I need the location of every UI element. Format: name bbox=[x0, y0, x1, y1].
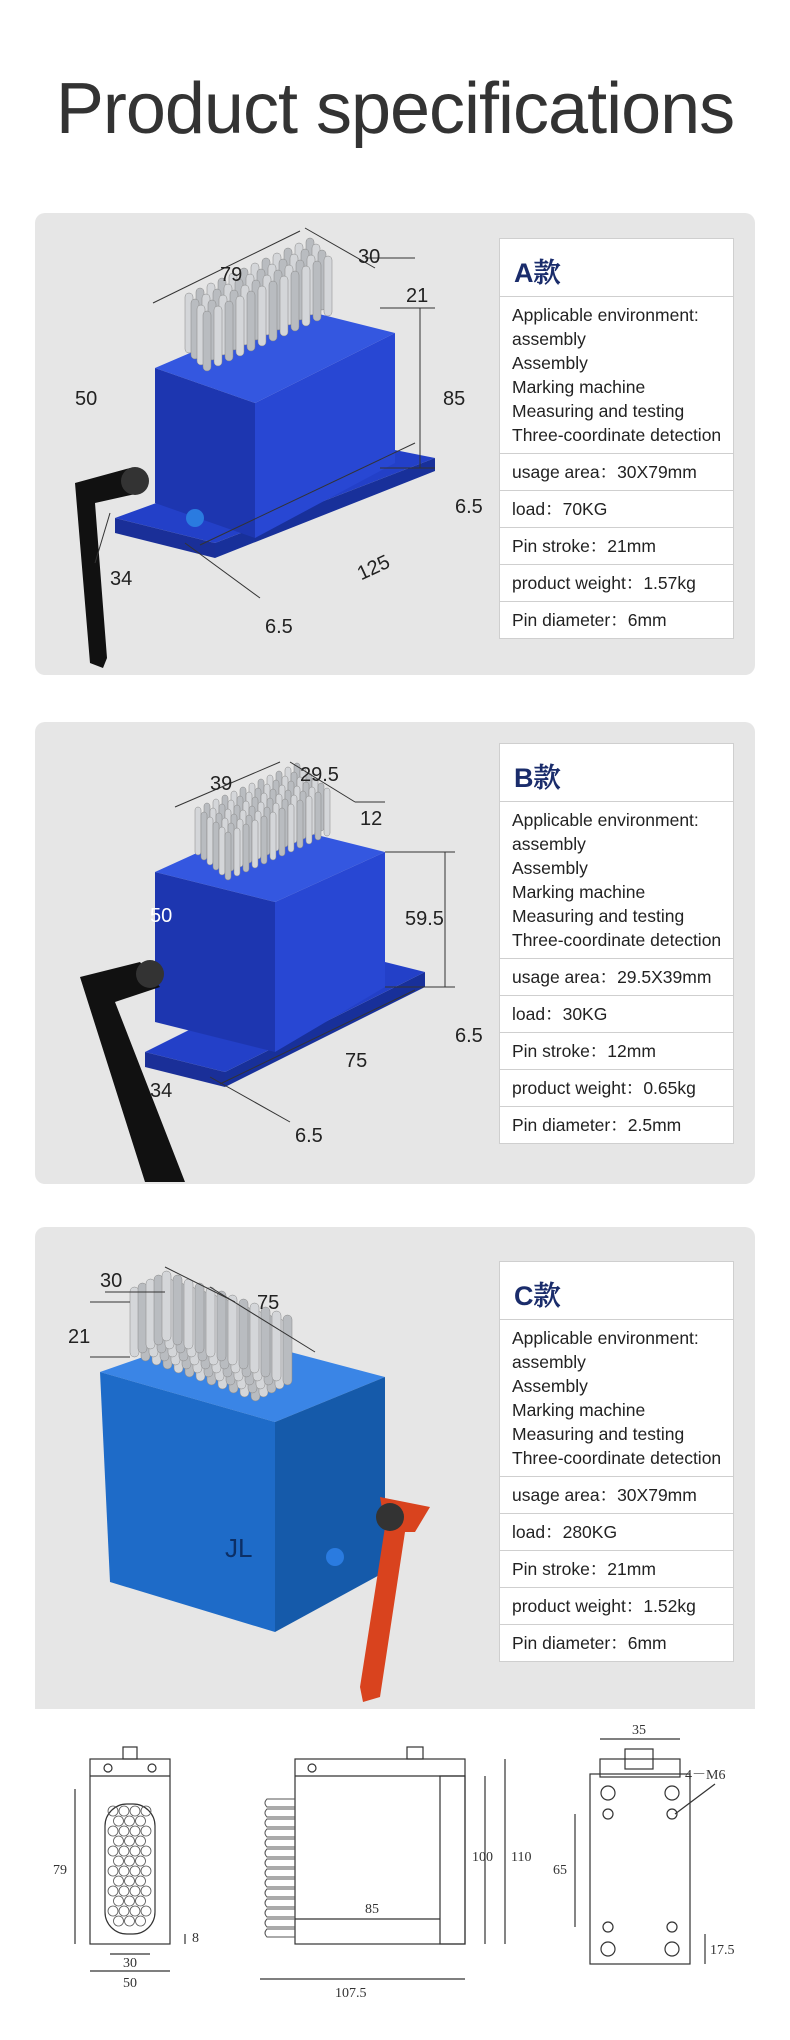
pin-outline bbox=[108, 1886, 118, 1896]
pin-outline bbox=[136, 1836, 146, 1846]
pin bbox=[279, 808, 285, 856]
top-view bbox=[590, 1774, 690, 1964]
pin-outline bbox=[265, 1859, 295, 1867]
spec-weight: product weight：1.52kg bbox=[500, 1588, 733, 1625]
dim-label: 6.5 bbox=[455, 496, 483, 518]
spec-table-c bbox=[499, 1261, 734, 1662]
pin-outline bbox=[141, 1826, 151, 1836]
pin-outline bbox=[119, 1826, 129, 1836]
spec-pin-diameter: Pin diameter：6mm bbox=[512, 1633, 667, 1653]
pin bbox=[269, 281, 277, 341]
body-front bbox=[155, 872, 275, 1052]
product-card-c bbox=[35, 1227, 755, 1709]
pin bbox=[225, 301, 233, 361]
pin bbox=[283, 1315, 292, 1385]
pin bbox=[162, 1271, 171, 1341]
dim-label: 35 bbox=[632, 1723, 646, 1738]
brand-logo: JL bbox=[225, 1533, 253, 1563]
pin bbox=[201, 812, 207, 860]
dim-label: 110 bbox=[511, 1850, 532, 1865]
pin bbox=[228, 1295, 237, 1365]
pin bbox=[213, 822, 219, 870]
pin-outline bbox=[136, 1816, 146, 1826]
orthographic-views bbox=[35, 1709, 755, 2035]
pin-outline bbox=[119, 1886, 129, 1896]
pin-outline bbox=[130, 1846, 140, 1856]
dim-label: 34 bbox=[110, 568, 133, 590]
dim-label: 65 bbox=[553, 1863, 567, 1878]
pin bbox=[130, 1287, 139, 1357]
dim-label: 4－M6 bbox=[685, 1768, 726, 1783]
product-a-illustration bbox=[35, 213, 495, 675]
pin-outline bbox=[125, 1856, 135, 1866]
product-card-a bbox=[35, 213, 755, 675]
pin bbox=[306, 796, 312, 844]
pin-outline bbox=[119, 1806, 129, 1816]
dim-label: 30 bbox=[100, 1270, 123, 1292]
spec-table-a bbox=[499, 238, 734, 639]
pin-outline bbox=[114, 1876, 124, 1886]
pin bbox=[280, 276, 288, 336]
dim-label: 21 bbox=[406, 285, 429, 307]
spec-load: load：70KG bbox=[500, 491, 733, 528]
model-name: C款 bbox=[500, 1262, 733, 1320]
pin bbox=[234, 828, 240, 876]
body-side bbox=[275, 1377, 385, 1632]
spec-weight: product weight：1.57kg bbox=[500, 565, 733, 602]
spec-load: load：280KG bbox=[500, 1514, 733, 1551]
technical-drawing bbox=[35, 1709, 755, 2035]
dim-label: 50 bbox=[123, 1976, 137, 1991]
dim-label: 34 bbox=[150, 1080, 173, 1102]
dim-label: 30 bbox=[358, 246, 381, 268]
pin-outline bbox=[265, 1899, 295, 1907]
pin-outline bbox=[108, 1866, 118, 1876]
pin-outline bbox=[265, 1929, 295, 1937]
spec-pin-diameter: Pin diameter：2.5mm bbox=[512, 1115, 682, 1135]
spec-weight: product weight：0.65kg bbox=[500, 1070, 733, 1107]
pin-outline bbox=[265, 1849, 295, 1857]
dim-label: 6.5 bbox=[295, 1125, 323, 1147]
pin-outline bbox=[136, 1916, 146, 1926]
dim-label: 8 bbox=[192, 1931, 199, 1946]
dim-label: 21 bbox=[68, 1326, 91, 1348]
dim-label: 75 bbox=[345, 1050, 368, 1072]
spec-load: load：30KG bbox=[500, 996, 733, 1033]
pin-outline bbox=[108, 1806, 118, 1816]
pin bbox=[219, 827, 225, 875]
product-card-b bbox=[35, 722, 755, 1184]
dim-label: 29.5 bbox=[300, 764, 339, 786]
pin-outline bbox=[125, 1896, 135, 1906]
pin-outline bbox=[141, 1886, 151, 1896]
dim-label: 39 bbox=[210, 773, 233, 795]
pin bbox=[243, 824, 249, 872]
spec-usage-area: usage area：30X79mm bbox=[500, 454, 733, 491]
pin-outline bbox=[141, 1846, 151, 1856]
pin-outline bbox=[114, 1916, 124, 1926]
pin-outline bbox=[265, 1809, 295, 1817]
pin bbox=[217, 1291, 226, 1361]
dim-label: 6.5 bbox=[265, 616, 293, 638]
spec-environment: Applicable environment: assembly Assembly Marking machine Measuring and testing Three-coordinate detection bbox=[500, 1320, 733, 1477]
pin-outline bbox=[265, 1879, 295, 1887]
dim-label: 85 bbox=[365, 1902, 379, 1917]
pin bbox=[261, 816, 267, 864]
pin-outline bbox=[265, 1909, 295, 1917]
pin-outline bbox=[136, 1856, 146, 1866]
dim-label: 50 bbox=[75, 388, 98, 410]
pin bbox=[302, 266, 310, 326]
pin bbox=[272, 1311, 281, 1381]
pin-outline bbox=[130, 1906, 140, 1916]
pin bbox=[288, 804, 294, 852]
spec-table-b bbox=[499, 743, 734, 1144]
pin-outline bbox=[114, 1896, 124, 1906]
pin-outline bbox=[265, 1889, 295, 1897]
pin-outline bbox=[114, 1836, 124, 1846]
spec-usage-area: usage area：30X79mm bbox=[500, 1477, 733, 1514]
pin-outline bbox=[265, 1829, 295, 1837]
pin bbox=[173, 1275, 182, 1345]
pin bbox=[297, 800, 303, 848]
air-fitting bbox=[186, 509, 204, 527]
spec-pin-stroke: Pin stroke：12mm bbox=[500, 1033, 733, 1070]
pin-outline bbox=[130, 1866, 140, 1876]
pin-outline bbox=[136, 1876, 146, 1886]
spec-usage-area: usage area：29.5X39mm bbox=[500, 959, 733, 996]
pin-outline bbox=[141, 1906, 151, 1916]
pin-outline bbox=[119, 1866, 129, 1876]
dim-label: 85 bbox=[443, 388, 466, 410]
pin-outline bbox=[265, 1869, 295, 1877]
pin bbox=[195, 1283, 204, 1353]
pin-outline bbox=[265, 1819, 295, 1827]
pin bbox=[291, 271, 299, 331]
pin bbox=[146, 1279, 155, 1349]
dim-label: 30 bbox=[123, 1956, 137, 1971]
dim-label: 79 bbox=[53, 1863, 67, 1878]
spec-pin-stroke: Pin stroke：21mm bbox=[500, 1551, 733, 1588]
pin-outline bbox=[108, 1906, 118, 1916]
model-name: B款 bbox=[500, 744, 733, 802]
pin bbox=[225, 832, 231, 880]
pin-outline bbox=[265, 1839, 295, 1847]
air-fitting bbox=[326, 1548, 344, 1566]
pin bbox=[138, 1283, 147, 1353]
pin-outline bbox=[114, 1816, 124, 1826]
pin-outline bbox=[114, 1856, 124, 1866]
dim-label: 50 bbox=[150, 905, 173, 927]
pin bbox=[252, 820, 258, 868]
pin-outline bbox=[125, 1836, 135, 1846]
spec-pin-stroke: Pin stroke：21mm bbox=[500, 528, 733, 565]
model-name: A款 bbox=[500, 239, 733, 297]
pin bbox=[154, 1275, 163, 1345]
pin-outline bbox=[125, 1876, 135, 1886]
product-c-illustration bbox=[35, 1227, 495, 1709]
pin bbox=[261, 1307, 270, 1377]
pin bbox=[207, 817, 213, 865]
pin-outline bbox=[141, 1866, 151, 1876]
dim-label: 79 bbox=[220, 264, 243, 286]
pin-outline bbox=[136, 1896, 146, 1906]
dim-label: 6.5 bbox=[455, 1025, 483, 1047]
pin bbox=[313, 261, 321, 321]
pin bbox=[247, 291, 255, 351]
dim-label: 75 bbox=[257, 1292, 280, 1314]
pin-outline bbox=[265, 1799, 295, 1807]
dim-label: 12 bbox=[360, 808, 383, 830]
dim-label: 17.5 bbox=[710, 1943, 735, 1958]
pin-outline bbox=[108, 1826, 118, 1836]
pin bbox=[184, 1279, 193, 1349]
pin-outline bbox=[130, 1806, 140, 1816]
pin bbox=[195, 807, 201, 855]
product-b-illustration bbox=[35, 722, 495, 1184]
pin bbox=[258, 286, 266, 346]
pin bbox=[203, 311, 211, 371]
spec-environment: Applicable environment: assembly Assembly Marking machine Measuring and testing Three-coordinate detection bbox=[500, 802, 733, 959]
dim-label: 107.5 bbox=[335, 1986, 367, 2001]
pin-outline bbox=[125, 1916, 135, 1926]
pin-outline bbox=[108, 1846, 118, 1856]
dim-label: 59.5 bbox=[405, 908, 444, 930]
pin-outline bbox=[119, 1906, 129, 1916]
pin-outline bbox=[130, 1886, 140, 1896]
pin bbox=[315, 792, 321, 840]
pin-outline bbox=[125, 1816, 135, 1826]
pin bbox=[270, 812, 276, 860]
pin-outline bbox=[119, 1846, 129, 1856]
pin bbox=[236, 296, 244, 356]
spec-environment: Applicable environment: assembly Assembly Marking machine Measuring and testing Three-coordinate detection bbox=[500, 297, 733, 454]
spec-pin-diameter: Pin diameter：6mm bbox=[512, 610, 667, 630]
pin bbox=[214, 306, 222, 366]
pin-outline bbox=[265, 1919, 295, 1927]
dim-label: 100 bbox=[472, 1850, 493, 1865]
pin bbox=[324, 256, 332, 316]
pin bbox=[324, 788, 330, 836]
dim-label: 125 bbox=[353, 551, 394, 586]
pin-outline bbox=[130, 1826, 140, 1836]
pin bbox=[206, 1287, 215, 1357]
page-title: Product specifications bbox=[55, 69, 735, 149]
